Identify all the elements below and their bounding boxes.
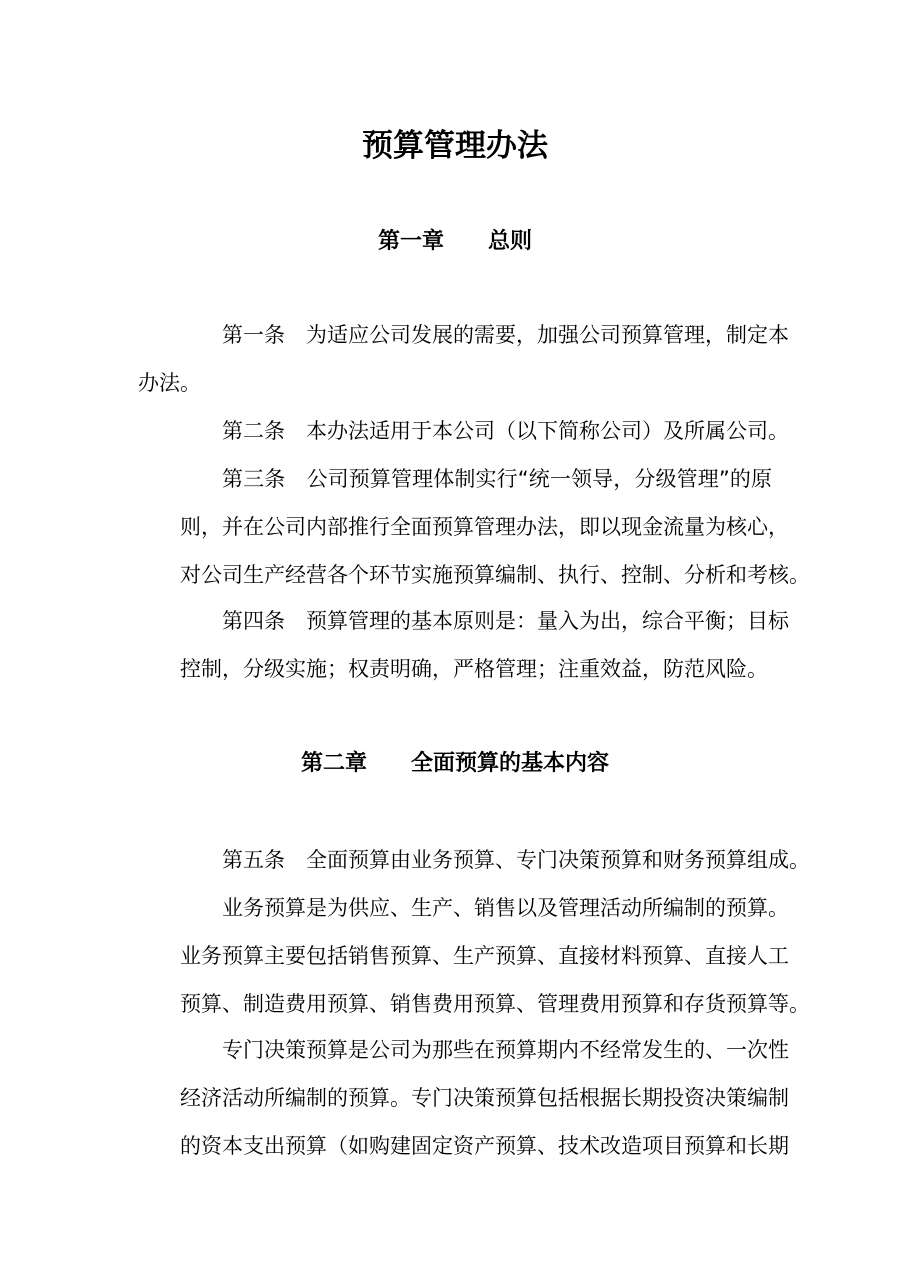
chapter-2-heading: 第二章 全面预算的基本内容	[300, 751, 609, 776]
special-decision-line-3: 的资本支出预算（如购建固定资产预算、技术改造项目预算和长期	[180, 1134, 789, 1158]
article-3-line-3: 对公司生产经营各个环节实施预算编制、执行、控制、分析和考核。	[180, 563, 810, 587]
article-1-line-1: 第一条 为适应公司发展的需要，加强公司预算管理，制定本	[222, 323, 789, 347]
article-1	[138, 311, 789, 407]
document-title: 预算管理办法	[362, 128, 548, 164]
article-1-line-2: 办法。	[138, 371, 201, 395]
article-2-line-1: 第二条 本办法适用于本公司（以下简称公司）及所属公司。	[222, 419, 789, 443]
article-3-line-1: 第三条 公司预算管理体制实行“统一领导，分级管理”的原	[222, 467, 772, 491]
business-budget-line-3: 预算、制造费用预算、销售费用预算、管理费用预算和存货预算等。	[180, 992, 810, 1016]
special-decision-line-1: 专门决策预算是公司为那些在预算期内不经常发生的、一次性	[222, 1038, 789, 1062]
business-budget-line-1: 业务预算是为供应、生产、销售以及管理活动所编制的预算。	[222, 896, 789, 920]
article-4-line-1: 第四条 预算管理的基本原则是：量入为出，综合平衡；目标	[222, 609, 789, 633]
article-3	[138, 455, 810, 599]
special-decision-budget-paragraph	[138, 1026, 789, 1170]
business-budget-line-2: 业务预算主要包括销售预算、生产预算、直接材料预算、直接人工	[180, 944, 789, 968]
article-4	[138, 597, 789, 693]
special-decision-line-2: 经济活动所编制的预算。专门决策预算包括根据长期投资决策编制	[180, 1086, 789, 1110]
business-budget-paragraph	[138, 884, 810, 1028]
chapter-1-heading: 第一章 总则	[377, 229, 532, 254]
article-2	[138, 407, 789, 455]
article-5	[138, 836, 810, 884]
article-4-line-2: 控制，分级实施；权责明确，严格管理；注重效益，防范风险。	[180, 657, 768, 681]
article-3-line-2: 则，并在公司内部推行全面预算管理办法，即以现金流量为核心，	[180, 515, 789, 539]
article-5-line-1: 第五条 全面预算由业务预算、专门决策预算和财务预算组成。	[222, 848, 810, 872]
